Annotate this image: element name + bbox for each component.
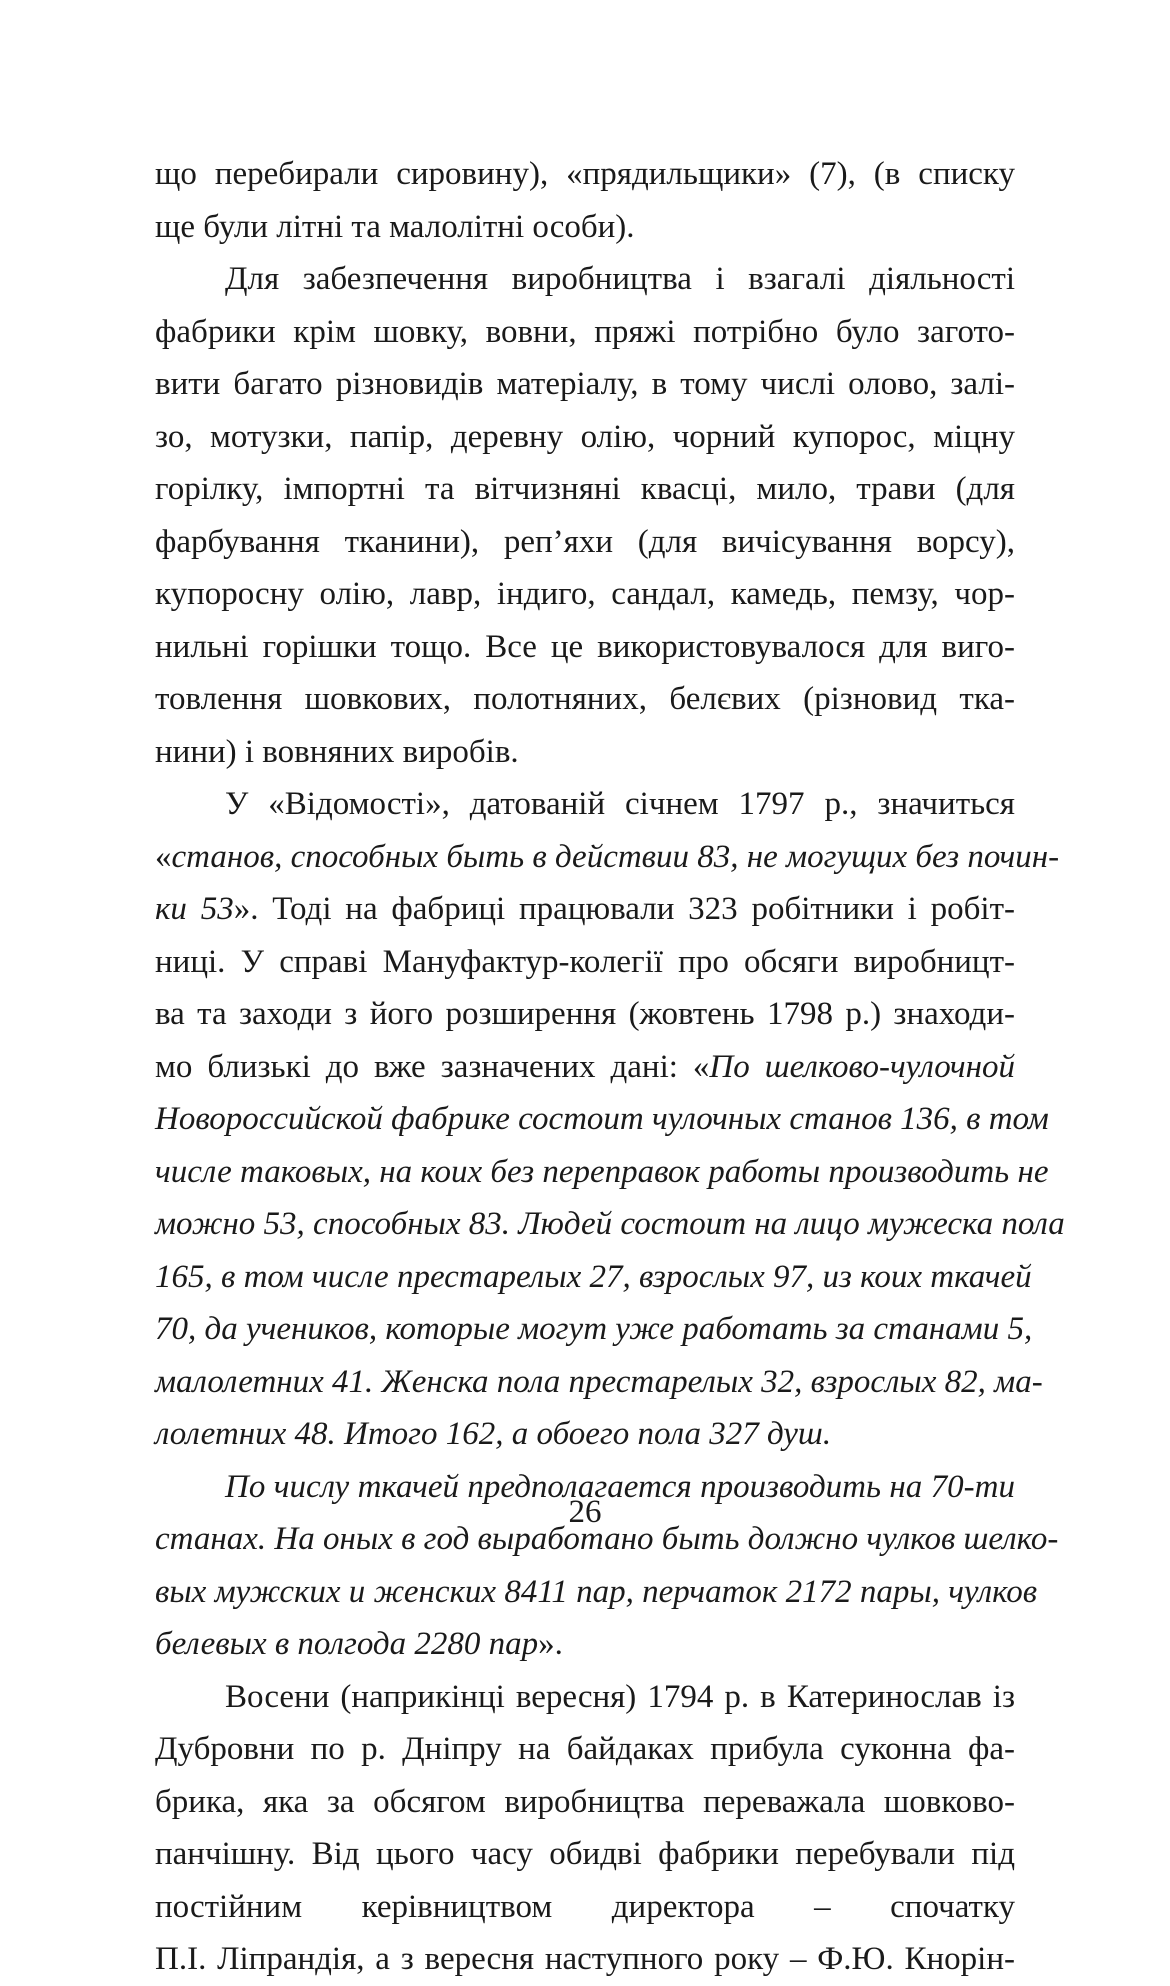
text-line: [155, 1408, 1015, 1461]
text-line: [155, 621, 1015, 674]
text-line: [155, 516, 1015, 569]
quoted-text-segment: малолетних 41. Женска пола престарелых 32, взрослых 82, ма-: [155, 1363, 1043, 1400]
text-segment: товлення шовкових, полотняних, белєвих (різновид тка-: [155, 681, 1015, 717]
text-segment: ниці. У справі Мануфактур-колегії про обсяги виробницт-: [155, 943, 1015, 980]
quoted-text-segment: числе таковых, на коих без переправок работы производить не: [155, 1153, 1049, 1190]
text-line: [155, 1618, 1015, 1671]
text-segment: фабрики крім шовку, вовни, пряжі потрібно було загото-: [155, 313, 1015, 350]
text-segment: нильні горішки тощо. Все це використовувалося для виго-: [155, 628, 1015, 665]
text-segment: ще були літні та малолітні особи).: [155, 208, 635, 245]
text-line: [155, 778, 1015, 831]
quoted-text-segment: станах. На оных в год выработано быть должно чулков шелко-: [155, 1521, 1059, 1557]
text-line: [155, 306, 1015, 359]
quoted-text-segment: 70, да учеников, которые могут уже работать за станами 5,: [155, 1311, 1033, 1347]
text-line: [155, 148, 1015, 201]
text-line: [155, 726, 1015, 779]
quoted-text-segment: вых мужских и женских 8411 пар, перчаток 2172 пары, чулков: [155, 1573, 1038, 1610]
text-line: [155, 253, 1015, 306]
text-line: [155, 1828, 1015, 1881]
text-line: [155, 1723, 1015, 1776]
text-segment: зо, мотузки, папір, деревну олію, чорний купорос, міцну: [155, 418, 1015, 455]
text-segment: горілку, імпортні та вітчизняні квасці, мило, трави (для: [155, 471, 1015, 507]
text-line: [155, 673, 1015, 726]
text-segment: брика, яка за обсягом виробництва переважала шовково-: [155, 1783, 1015, 1820]
text-line: [155, 831, 1060, 884]
quoted-text-segment: 165, в том числе престарелых 27, взрослых 97, из коих ткачей: [155, 1258, 1032, 1295]
quoted-text-segment: Новороссийской фабрике состоит чулочных станов 136, в том: [155, 1101, 1049, 1137]
text-segment: мо близькі до вже зазначених дані: «: [155, 1048, 710, 1085]
text-segment: ва та заходи з його розширення (жовтень 1798 р.) знаходи-: [155, 996, 1015, 1032]
text-line: [155, 1881, 1015, 1934]
text-line: [155, 411, 1015, 464]
quoted-text-segment: лолетних 48. Итого 162, а обоего пола 327 душ.: [155, 1416, 832, 1452]
text-segment: купоросну олію, лавр, індиго, сандал, камедь, пемзу, чор-: [155, 576, 1015, 612]
text-segment: Дубровни по р. Дніпру на байдаках прибула суконна фа-: [155, 1731, 1015, 1767]
text-line: [155, 1671, 1015, 1724]
text-segment: фарбування тканини), реп’яхи (для вичісування ворсу),: [155, 523, 1015, 560]
text-segment: П.І. Ліпрандія, а з вересня наступного року – Ф.Ю. Кнорін-: [155, 1941, 1015, 1977]
text-line: [155, 1303, 1033, 1356]
text-segment: панчішну. Від цього часу обидві фабрики перебували під: [155, 1836, 1015, 1872]
text-line: [155, 1933, 1015, 1986]
text-segment: ».: [538, 1626, 563, 1662]
text-segment: що перебирали сировину), «прядильщики» (7), (в списку: [155, 156, 1015, 192]
text-line: [155, 988, 1015, 1041]
text-line: [155, 1251, 1032, 1304]
text-line: [155, 568, 1015, 621]
text-line: [155, 201, 1015, 254]
text-line: [155, 1093, 1049, 1146]
text-segment: Восени (наприкінці вересня) 1794 р. в Катеринослав із: [225, 1678, 1015, 1715]
text-line: [155, 463, 1015, 516]
text-line: [155, 1776, 1015, 1829]
text-segment: нини) і вовняних виробів.: [155, 733, 519, 770]
text-line: [155, 883, 1015, 936]
quoted-text-segment: ки 53: [155, 891, 234, 927]
text-segment: ». Тоді на фабриці працювали 323 робітники і робіт-: [233, 891, 1016, 927]
text-line: [155, 1146, 1049, 1199]
body-text: [155, 148, 1065, 1986]
quoted-text-segment: По числу ткачей предполагается производить на 70-ти: [225, 1468, 1015, 1505]
quoted-text-segment: станов, способных быть в действии 83, не могущих без почин-: [171, 838, 1060, 875]
text-segment: вити багато різновидів матеріалу, в тому числі олово, залі-: [155, 366, 1015, 402]
quoted-text-segment: можно 53, способных 83. Людей состоит на лицо мужеска пола: [155, 1206, 1065, 1242]
quoted-text-segment: белевых в полгода 2280 пар: [155, 1626, 539, 1662]
text-segment: У «Відомості», датованій січнем 1797 р., значиться: [225, 786, 1015, 822]
text-line: [155, 358, 1015, 411]
page-number: 26: [568, 1494, 602, 1530]
quoted-text-segment: По шелково-чулочной: [709, 1048, 1015, 1085]
text-segment: Для забезпечення виробництва і взагалі діяльності: [225, 261, 1015, 297]
text-line: [155, 1198, 1065, 1251]
text-line: [155, 1041, 1015, 1094]
text-line: [155, 936, 1015, 989]
text-segment: постійним керівництвом директора – спочатку: [155, 1888, 1015, 1925]
text-line: [155, 1566, 1038, 1619]
text-segment: «: [155, 838, 172, 875]
text-line: [155, 1356, 1043, 1409]
